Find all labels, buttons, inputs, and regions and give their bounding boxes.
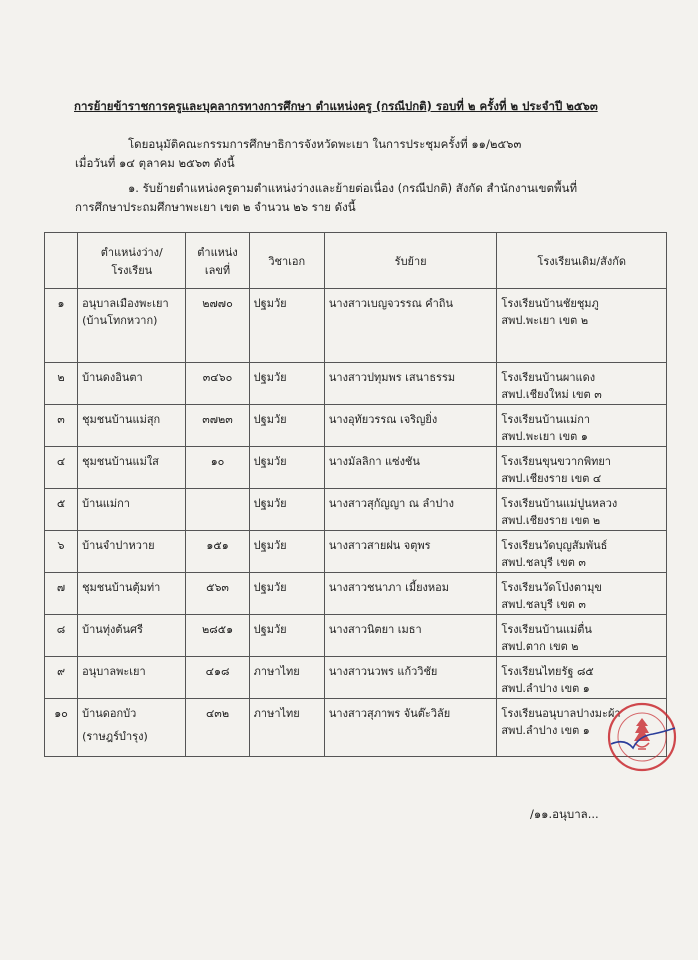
table-row — [45, 699, 667, 757]
position-number — [186, 573, 249, 615]
header-no — [45, 233, 78, 289]
table-row — [45, 447, 667, 489]
major-subject — [249, 363, 324, 405]
position-number — [186, 657, 249, 699]
major-subject — [249, 699, 324, 757]
transferee-name-line1: นางอุทัยวรรณ เจริญยิ่ง — [328, 413, 438, 426]
origin-school — [497, 289, 667, 363]
vacant-position-line1: อนุบาลเมืองพะเยา — [82, 297, 169, 310]
transferee-name-line1: นางสาวสุกัญญา ณ ลำปาง — [328, 497, 454, 510]
transferee-name — [324, 699, 497, 757]
origin-school-line2: สพป.เชียงราย เขต ๔ — [501, 472, 602, 485]
position-number — [186, 699, 249, 757]
origin-school-line1: โรงเรียนวัดโป่งตามุข — [501, 581, 602, 594]
transferee-name-line1: นางสาวเบญจวรรณ คำถิน — [328, 297, 453, 310]
position-number-line1: ๑๐ — [210, 455, 225, 468]
vacant-position — [78, 699, 186, 757]
row-number-line1: ๗ — [56, 581, 66, 594]
table-row — [45, 289, 667, 363]
row-number — [45, 699, 78, 757]
origin-school — [497, 363, 667, 405]
vacant-position-line1: บ้านดอกบัว — [82, 707, 137, 720]
position-number — [186, 363, 249, 405]
row-number-line1: ๒ — [57, 371, 65, 384]
item-line-2: การศึกษาประถมศึกษาพะเยา เขต ๒ จำนวน ๒๖ ราย ดังนี้ — [75, 200, 356, 214]
major-subject — [249, 615, 324, 657]
major-subject-line1: ปฐมวัย — [253, 297, 287, 310]
origin-school-line1: โรงเรียนไทยรัฐ ๘๕ — [501, 665, 594, 678]
major-subject — [249, 573, 324, 615]
position-number-line1: ๔๑๘ — [205, 665, 230, 678]
row-number-line1: ๖ — [57, 539, 65, 552]
header-position-line1: ตำแหน่งว่าง/ — [100, 245, 163, 259]
transferee-name-line1: นางสาวปทุมพร เสนาธรรม — [328, 371, 456, 384]
vacant-position — [78, 657, 186, 699]
row-number — [45, 573, 78, 615]
major-subject-line1: ภาษาไทย — [253, 665, 300, 678]
origin-school — [497, 615, 667, 657]
transferee-name-line1: นางสาวนิตยา เมธา — [328, 623, 422, 636]
origin-school — [497, 489, 667, 531]
vacant-position — [78, 363, 186, 405]
transferee-name-line1: นางมัลลิกา แซ่งชัน — [328, 455, 420, 468]
origin-school-line2: สพป.ลำปาง เขต ๑ — [501, 724, 590, 737]
major-subject-line1: ปฐมวัย — [253, 455, 287, 468]
vacant-position — [78, 531, 186, 573]
origin-school-line1: โรงเรียนบ้านแม่ตื่น — [501, 623, 592, 636]
major-subject-line1: ปฐมวัย — [253, 539, 287, 552]
major-subject — [249, 489, 324, 531]
table-row — [45, 615, 667, 657]
table-row — [45, 657, 667, 699]
vacant-position-line1: อนุบาลพะเยา — [82, 665, 146, 678]
major-subject — [249, 447, 324, 489]
origin-school-line2: สพป.พะเยา เขต ๑ — [501, 430, 588, 443]
transferee-name — [324, 573, 497, 615]
vacant-position-line1: บ้านแม่กา — [82, 497, 130, 510]
continuation-note: /๑๑.อนุบาล... — [530, 807, 599, 821]
vacant-position — [78, 289, 186, 363]
table-header-row — [45, 233, 667, 289]
official-seal-stamp — [605, 700, 679, 774]
header-position-line2: โรงเรียน — [111, 263, 153, 277]
table-row — [45, 405, 667, 447]
row-number — [45, 531, 78, 573]
origin-school-line2: สพป.เชียงใหม่ เขต ๓ — [501, 388, 602, 401]
position-number-line1: ๔๓๒ — [205, 707, 230, 720]
vacant-position-line1: ชุมชนบ้านแม่สุก — [82, 413, 161, 426]
header-position — [78, 233, 186, 289]
origin-school-line2: สพป.ชลบุรี เขต ๓ — [501, 556, 586, 569]
vacant-position — [78, 489, 186, 531]
major-subject-line1: ปฐมวัย — [253, 581, 287, 594]
origin-school — [497, 657, 667, 699]
transferee-name — [324, 615, 497, 657]
vacant-position-line1: บ้านดงอินตา — [82, 371, 143, 384]
row-number — [45, 289, 78, 363]
transferee-name — [324, 405, 497, 447]
origin-school-line2: สพป.พะเยา เขต ๒ — [501, 314, 589, 327]
position-number — [186, 405, 249, 447]
document-title: การย้ายข้าราชการครูและบุคลากรทางการศึกษา ตำแหน่งครู (กรณีปกติ) รอบที่ ๒ ครั้งที่ ๒ ประจำปี ๒๕๖๓ — [74, 99, 598, 113]
transferee-name — [324, 531, 497, 573]
header-major: วิชาเอก — [249, 233, 324, 289]
transfer-table — [44, 232, 667, 757]
position-number — [186, 531, 249, 573]
transferee-name — [324, 289, 497, 363]
major-subject — [249, 657, 324, 699]
header-mover: รับย้าย — [324, 233, 497, 289]
table-row — [45, 489, 667, 531]
transferee-name-line1: นางสาวสายฝน จตุพร — [328, 539, 431, 552]
vacant-position — [78, 615, 186, 657]
position-number — [186, 489, 249, 531]
origin-school-line2: สพป.ชลบุรี เขต ๓ — [501, 598, 586, 611]
vacant-position — [78, 573, 186, 615]
origin-school-line1: โรงเรียนบ้านแม่ปูนหลวง — [501, 497, 618, 510]
origin-school — [497, 531, 667, 573]
item-line-1: ๑. รับย้ายตำแหน่งครูตามตำแหน่งว่างและย้ายต่อเนื่อง (กรณีปกติ) สังกัด สำนักงานเขตพื้นที่ — [128, 181, 578, 195]
position-number-line1: ๓๔๖๐ — [202, 371, 233, 384]
header-number — [186, 233, 249, 289]
position-number — [186, 447, 249, 489]
row-number-line1: ๓ — [57, 413, 65, 426]
origin-school-line1: โรงเรียนอนุบาลปางมะผ้า — [501, 707, 621, 720]
origin-school-line1: โรงเรียนบ้านแม่กา — [501, 413, 591, 426]
row-number-line1: ๔ — [56, 455, 66, 468]
vacant-position — [78, 447, 186, 489]
origin-school-line1: โรงเรียนวัดบุญสัมพันธ์ — [501, 539, 608, 552]
table-row — [45, 573, 667, 615]
transferee-name — [324, 489, 497, 531]
intro-line-1: โดยอนุมัติคณะกรรมการศึกษาธิการจังหวัดพะเยา ในการประชุมครั้งที่ ๑๑/๒๕๖๓ — [128, 137, 522, 151]
vacant-position — [78, 405, 186, 447]
row-number — [45, 657, 78, 699]
row-number — [45, 405, 78, 447]
row-number — [45, 363, 78, 405]
transferee-name-line1: นางสาวสุภาพร จันต๊ะวิลัย — [328, 707, 451, 720]
vacant-position-line2: (บ้านโทกหวาก) — [82, 314, 158, 327]
transferee-name — [324, 447, 497, 489]
major-subject — [249, 531, 324, 573]
header-origin: โรงเรียนเดิม/สังกัด — [497, 233, 667, 289]
origin-school — [497, 573, 667, 615]
position-number-line1: ๒๗๗๐ — [202, 297, 233, 310]
origin-school-line2: สพป.เชียงราย เขต ๒ — [501, 514, 601, 527]
origin-school — [497, 447, 667, 489]
major-subject-line1: ปฐมวัย — [253, 623, 287, 636]
position-number-line1: ๕๖๓ — [206, 581, 229, 594]
transferee-name — [324, 363, 497, 405]
origin-school-line1: โรงเรียนบ้านชัยชุมภู — [501, 297, 599, 310]
row-number — [45, 447, 78, 489]
row-number-line1: ๕ — [56, 497, 66, 510]
row-number-line1: ๙ — [57, 665, 66, 678]
position-number — [186, 615, 249, 657]
position-number-line1: ๒๘๕๑ — [202, 623, 234, 636]
row-number — [45, 615, 78, 657]
major-subject-line1: ปฐมวัย — [253, 371, 287, 384]
major-subject-line1: ภาษาไทย — [253, 707, 300, 720]
table-row — [45, 363, 667, 405]
vacant-position-line1: ชุมชนบ้านตุ้มท่า — [82, 581, 161, 594]
position-number-line1: ๑๕๑ — [206, 539, 229, 552]
position-number — [186, 289, 249, 363]
vacant-position-line1: ชุมชนบ้านแม่ใส — [82, 455, 159, 468]
row-number — [45, 489, 78, 531]
vacant-position-line2: (ราษฎร์บำรุง) — [82, 730, 148, 743]
major-subject — [249, 289, 324, 363]
row-number-line1: ๑ — [57, 297, 65, 310]
header-number-line2: เลขที่ — [204, 263, 231, 277]
origin-school-line1: โรงเรียนขุนขวากพิทยา — [501, 455, 611, 468]
table-row — [45, 531, 667, 573]
vacant-position-line1: บ้านทุ่งต้นศรี — [82, 623, 143, 636]
major-subject-line1: ปฐมวัย — [253, 497, 287, 510]
transferee-name-line1: นางสาวนวพร แก้ววิชัย — [328, 665, 438, 678]
origin-school — [497, 405, 667, 447]
major-subject — [249, 405, 324, 447]
header-number-line1: ตำแหน่ง — [197, 245, 238, 259]
position-number-line1: ๓๗๒๓ — [202, 413, 233, 426]
origin-school-line1: โรงเรียนบ้านผาแดง — [501, 371, 596, 384]
transferee-name — [324, 657, 497, 699]
intro-line-2: เมื่อวันที่ ๑๔ ตุลาคม ๒๕๖๓ ดังนี้ — [75, 156, 235, 170]
origin-school-line2: สพป.ลำปาง เขต ๑ — [501, 682, 590, 695]
origin-school-line2: สพป.ตาก เขต ๒ — [501, 640, 579, 653]
major-subject-line1: ปฐมวัย — [253, 413, 287, 426]
vacant-position-line1: บ้านจำปาหวาย — [82, 539, 155, 552]
row-number-line1: ๘ — [56, 623, 66, 636]
row-number-line1: ๑๐ — [54, 707, 68, 720]
transferee-name-line1: นางสาวชนาภา เมี้ยงหอม — [328, 581, 450, 594]
